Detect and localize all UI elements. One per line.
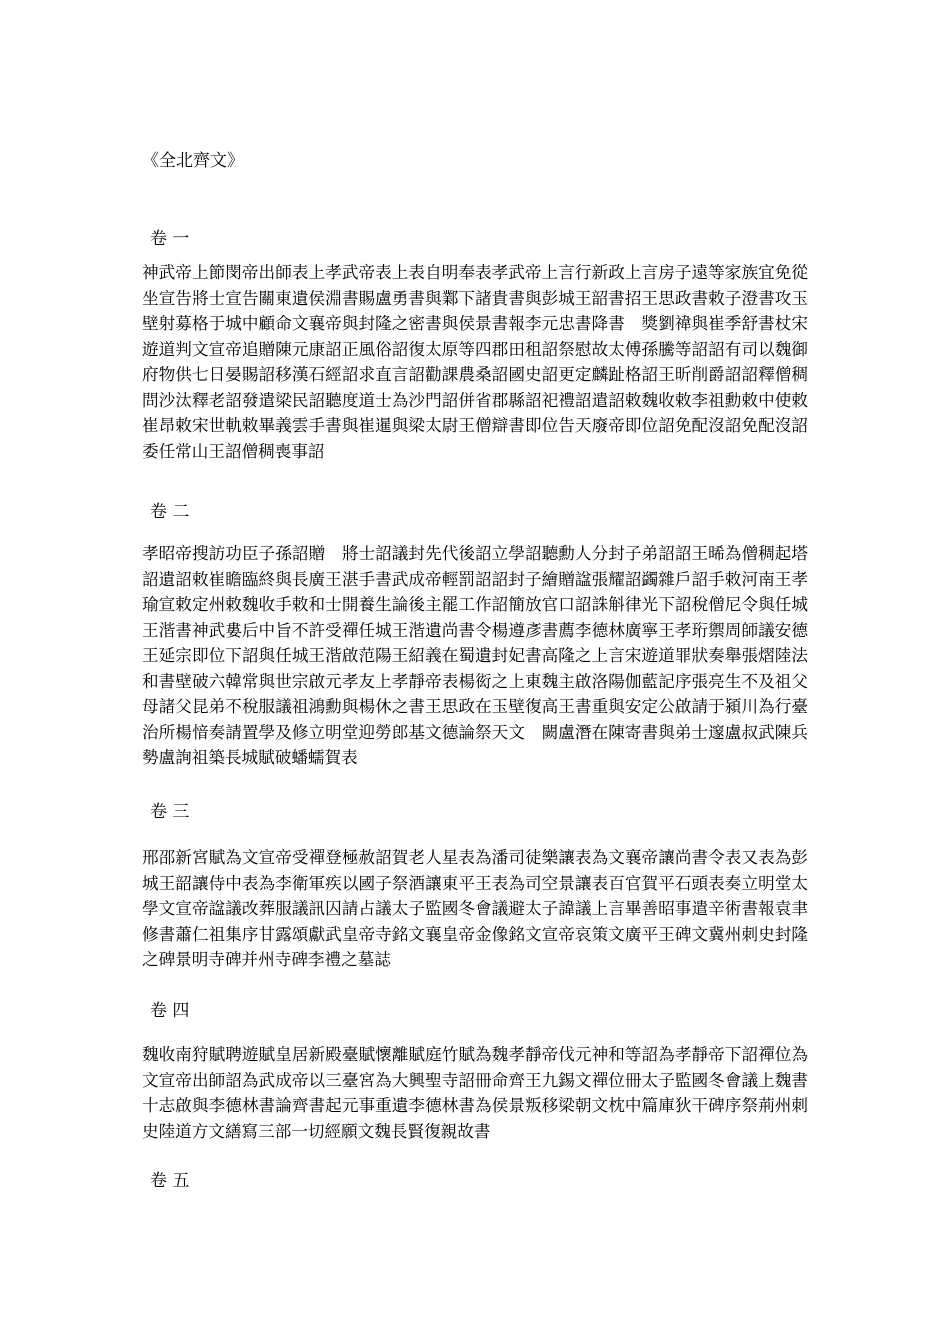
volume-text-1: 神武帝上節閔帝出師表上孝武帝表上表自明奉表孝武帝上言行新政上言房子遠等家族宜免從坐宣告將士宣告關東遺侯淵書賜盧勇書與鄴下諸貴書與彭城王韶書招王思政書敕子澄書攻玉壁射募格于城中顧命文襄帝與封隆之密書與侯景書報李元忠書降書 獎劉禕與崔季舒書杖宋遊道判文宣帝追贈陳元康詔正風俗詔復太原等四郡田租詔祭慰故太傅孫騰等詔詔有司以魏御府物供七日晏賜詔移漢石經詔求直言詔勸課農桑詔國史詔更定麟趾格詔王昕削爵詔詔釋僧稠問沙汰釋老詔發遣梁民詔聽度道士為沙門詔併省郡縣詔祀禮詔遣詔敕魏收敕李祖勳敕中使敕崔昂敕宋世軌敕畢義雲手書與崔暹與梁太尉王僧辯書即位告天廢帝即位詔免配沒詔免配沒詔委任常山王詔僧稠喪事詔 — [142, 263, 808, 461]
volume-heading-4: 卷 四 — [150, 1001, 190, 1021]
volume-text-2: 孝昭帝搜訪功臣子孫詔贈 將士詔議封先代後詔立學詔聽勳人分封子弟詔詔王晞為僧稠起塔詔遺詔敕崔瞻臨終與長廣王湛手書武成帝輕罰詔詔封子繪贈諡張耀詔蠲雜戶詔手敕河南王孝瑜宣敕定州敕魏收手敕和士開養生論後主罷工作詔簡放官口詔誅斛律光下詔稅僧尼令與任城王湝書神武婁后中旨不許受禪任城王湝遺尚書令楊遵彥書薦李德林廣寧王孝珩禦周師議安德王延宗即位下詔與任城王湝啟范陽王紹義在蜀遺封妃書高隆之上言宋遊道罪狀奏舉張熠陸法和書壁破六韓常與世宗啟元孝友上孝靜帝表楊衒之上東魏主啟洛陽伽藍記序張亮生不及祖父母諸父昆弟不稅服議祖鴻勳與楊休之書王思政在玉壁復高王書重與安定公啟請于潁川為行臺治所楊愔奏請置學及修立明堂迎勞郎基文德論祭天文 闕盧潛在陳寄書與弟士邃盧叔武陳兵勢盧詢祖築長城賦破蟠蠕賀表 — [142, 544, 808, 767]
volume-heading-3: 卷 三 — [150, 802, 190, 822]
volume-text-4: 魏收南狩賦聘遊賦皇居新殿臺賦懷離賦庭竹賦為魏孝靜帝伐元神和等詔為孝靜帝下詔禪位為文宣帝出師詔為武成帝以三臺宮為大興聖寺詔冊命齊王九錫文禪位冊太子監國冬會議上魏書十志啟與李德林書論齊書起元事重遺李德林書為侯景叛移梁朝文枕中篇庫狄干碑序祭荊州刺史陸道方文繕寫三部一切經願文魏長賢復親故書 — [142, 1045, 808, 1141]
volume-heading-1: 卷 一 — [150, 229, 190, 249]
volume-heading-2: 卷 二 — [150, 502, 190, 522]
document-title: 《全北齊文》 — [142, 151, 244, 171]
volume-heading-5: 卷 五 — [150, 1171, 190, 1191]
volume-text-3: 邢邵新宮賦為文宣帝受禪登極赦詔賀老人星表為潘司徒樂讓表為文襄帝讓尚書令表又表為彭城王韶讓侍中表為李衛軍疾以國子祭酒讓東平王表為司空景讓表百官賀平石頭表奏立明堂太學文宣帝諡議改葬服議訊囚請占議太子監國冬會議避太子諱議上言畢善昭事遣辛術書報袁聿修書蕭仁祖集序甘露頌獻武皇帝寺銘文襄皇帝金像銘文宣帝哀策文廣平王碑文冀州刺史封隆之碑景明寺碑并州寺碑李禮之墓誌 — [142, 848, 808, 969]
